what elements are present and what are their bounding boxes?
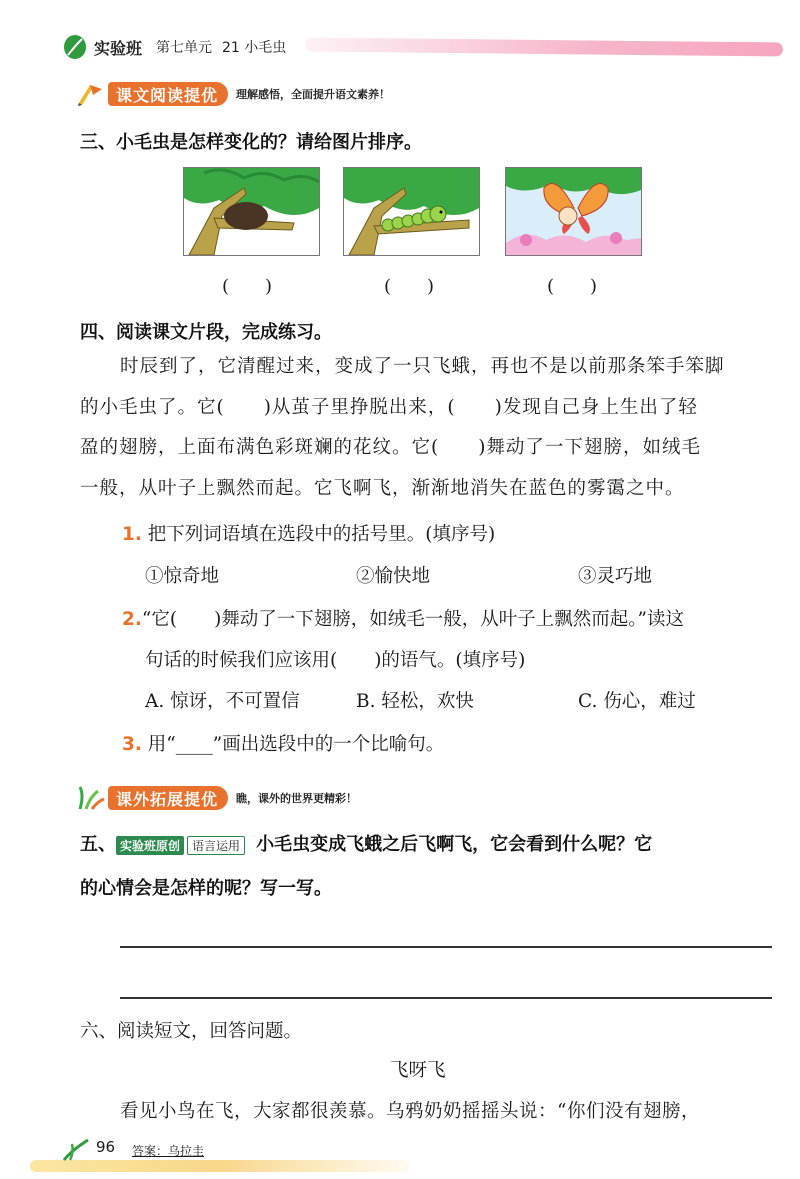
item-2-number: 2. [122, 609, 142, 630]
question-6-title: 六、阅读短文，回答问题。 [80, 1021, 303, 1042]
lesson-label: 21 小毛虫 [222, 40, 287, 56]
item-2-option-b: B. 轻松，欢快 [356, 691, 474, 712]
header-decor-band [305, 37, 783, 56]
banner-slogan: 瞧，课外的世界更精彩！ [236, 792, 358, 805]
story-line-1: 看见小鸟在飞，大家都很羡慕。乌鸦奶奶摇摇头说：“你们没有翅膀， [120, 1101, 700, 1122]
item-2-line-2: 句话的时候我们应该用( )的语气。(填序号) [145, 650, 526, 671]
item-2-text: “它( )舞动了一下翅膀，如绒毛一般，从叶子上飘然而起。”读这 [141, 609, 685, 630]
passage-line-3: 盈的翅膀，上面布满色彩斑斓的花纹。它( )舞动了一下翅膀，如绒毛 [80, 437, 701, 458]
answer-hint: 答案：乌拉圭 [132, 1144, 205, 1158]
cocoon-picture-icon [184, 168, 319, 255]
question-5-prefix: 五、 [80, 834, 116, 855]
banner-title: 课文阅读提优 [108, 82, 228, 106]
question-3-title: 三、小毛虫是怎样变化的？请给图片排序。 [80, 132, 422, 153]
banner-title: 课外拓展提优 [108, 786, 228, 810]
grass-icon [76, 785, 106, 811]
page-number: 96 [96, 1138, 116, 1156]
answer-line-2[interactable] [120, 997, 772, 999]
item-2-option-a: A. 惊讶，不可置信 [145, 691, 300, 712]
grass-footer-icon [62, 1136, 92, 1162]
item-3 [122, 730, 444, 756]
passage-line-2: 的小毛虫了。它( )从茧子里挣脱出来，( )发现自己身上生出了轻 [80, 397, 698, 418]
original-tag: 实验班原创 [116, 836, 184, 855]
answer-blank-2[interactable]: ( ) [384, 276, 435, 297]
answer-blank-3[interactable]: ( ) [547, 276, 598, 297]
language-use-tag: 语言运用 [187, 836, 245, 855]
question-5 [80, 830, 652, 856]
item-3-number: 3. [122, 734, 142, 755]
leaf-logo-icon [62, 34, 88, 60]
banner-slogan: 理解感悟，全面提升语文素养！ [236, 88, 391, 101]
answer-blank-1[interactable]: ( ) [222, 276, 273, 297]
item-2-option-c: C. 伤心，难过 [578, 691, 696, 712]
butterfly-picture-icon [506, 168, 641, 255]
pencil-flag-icon [76, 81, 106, 107]
item-1 [122, 520, 495, 546]
option-1: ①惊奇地 [145, 566, 220, 587]
brand-name: 实验班 [94, 38, 143, 58]
unit-label: 第七单元 [156, 40, 213, 56]
option-3: ③灵巧地 [578, 566, 653, 587]
answer-line-1[interactable] [120, 946, 772, 948]
item-3-text: 用“____”画出选段中的一个比喻句。 [147, 734, 445, 755]
picture-cocoon [183, 167, 320, 256]
picture-butterfly [505, 167, 642, 256]
story-title: 飞呀飞 [390, 1060, 446, 1081]
question-5-line-1: 小毛虫变成飞蛾之后飞啊飞，它会看到什么呢？它 [256, 834, 653, 855]
caterpillar-picture-icon [344, 168, 479, 255]
passage-line-4: 一般，从叶子上飘然而起。它飞啊飞，渐渐地消失在蓝色的雾霭之中。 [80, 478, 685, 499]
extension-banner [76, 784, 357, 812]
reading-banner [76, 80, 390, 108]
page-header [62, 30, 296, 64]
question-5-line-2: 的心情会是怎样的呢？写一写。 [80, 878, 332, 899]
passage-line-1: 时辰到了，它清醒过来，变成了一只飞蛾，再也不是以前那条笨手笨脚 [120, 356, 725, 377]
question-4-title: 四、阅读课文片段，完成练习。 [80, 322, 332, 343]
picture-caterpillar [343, 167, 480, 256]
option-2: ②愉快地 [356, 566, 431, 587]
item-2-line-1 [122, 605, 684, 631]
item-1-number: 1. [122, 524, 142, 545]
item-1-text: 把下列词语填在选段中的括号里。(填序号) [147, 524, 496, 545]
